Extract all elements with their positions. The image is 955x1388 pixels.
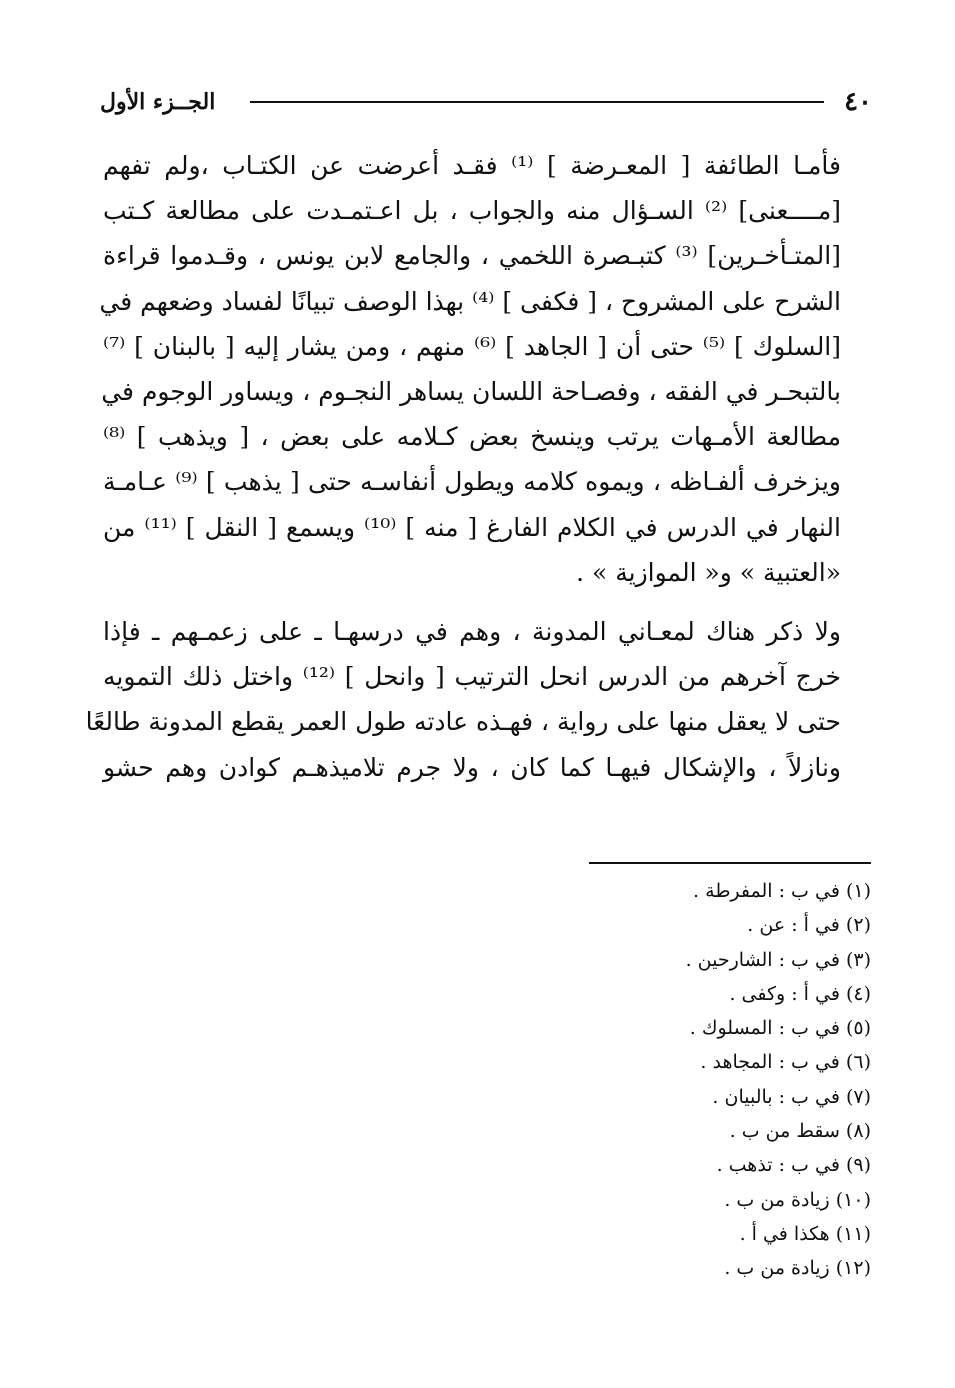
footnote-6: (٦) في ب : المجاهد . — [700, 1051, 871, 1074]
running-header — [100, 82, 872, 122]
text-line: الشرح على المشروح ، [ فكفى ] ⁽⁴⁾ بهذا الوصف تبيانًا لفساد وضعهم في — [99, 286, 841, 316]
page-number: ٤٠ — [844, 87, 872, 117]
paragraph-2 — [85, 609, 871, 790]
footnotes-list — [471, 874, 871, 1286]
text-line: [السلوك ] ⁽⁵⁾ حتى أن [ الجاهد ] ⁽⁶⁾ منهم ، ومن يشار إليه [ بالبنان ] ⁽⁷⁾ — [103, 331, 842, 361]
text-line: [المتـأخـرين] ⁽³⁾ كتبـصرة اللخمي ، والجامع لابن يونس ، وقـدموا قراءة — [103, 241, 841, 271]
text-line: «العتبية » و« الموازية » . — [576, 557, 841, 587]
footnote-11: (١١) هكذا في أ . — [739, 1222, 871, 1245]
text-line: حتى لا يعقل منها على رواية ، فهـذه عادته طول العمر يقطع المدونة طالعًا — [85, 707, 841, 737]
running-title: الجــزء الأول — [100, 89, 216, 115]
footnote-12: (١٢) زيادة من ب . — [724, 1257, 871, 1280]
footnote-2: (٢) في أ : عن . — [747, 914, 871, 937]
footnote-5: (٥) في ب : المسلوك . — [689, 1017, 871, 1040]
header-rule — [250, 101, 824, 103]
main-text — [85, 143, 871, 790]
footnote-separator — [589, 862, 871, 864]
text-line: ولا ذكر هناك لمعـاني المدونة ، وهم في درسهـا ـ على زعمـهم ـ فإذا — [103, 617, 841, 647]
text-line: فأمـا الطائفة [ المعـرضة ] ⁽¹⁾ فقـد أعرضت عن الكتـاب ،ولم تفهم — [103, 151, 841, 180]
text-line: خرج آخرهم من الدرس انحل الترتيب [ وانحل ] ⁽¹²⁾ واختل ذلك التمويه — [103, 662, 841, 692]
footnote-8: (٨) سقط من ب . — [729, 1120, 871, 1143]
footnote-9: (٩) في ب : تذهب . — [716, 1154, 871, 1177]
paragraph-1 — [99, 143, 871, 595]
text-line: ويزخرف ألفـاظه ، ويموه كلامه ويطول أنفاسـه حتى [ يذهب ] ⁽⁹⁾ عـامـة — [103, 467, 841, 497]
text-line: [مــــعنى] ⁽²⁾ السـؤال منه والجواب ، بل اعـتمـدت على مطالعة كـتب — [103, 196, 841, 226]
text-line: بالتبحـر في الفقه ، وفصـاحة اللسان يساهر النجـوم ، ويساور الوجوم في — [101, 377, 841, 407]
footnote-4: (٤) في أ : وكفى . — [729, 982, 871, 1005]
text-line: مطالعة الأمـهات يرتب وينسخ بعض كـلامه على بعض ، [ ويذهب ] ⁽⁸⁾ — [103, 422, 841, 452]
footnote-3: (٣) في ب : الشارحين . — [685, 948, 871, 971]
footnote-1: (١) في ب : المفرطة . — [693, 880, 871, 902]
text-line: النهار في الدرس في الكلام الفارغ [ منه ] ⁽¹⁰⁾ ويسمع [ النقل ] ⁽¹¹⁾ من — [103, 512, 841, 542]
text-line: ونازلاً ، والإشكال فيهـا كما كان ، ولا جرم تلاميذهـم كوادن وهم حشو — [103, 752, 841, 782]
footnote-7: (٧) في ب : بالبيان . — [712, 1085, 871, 1108]
footnote-10: (١٠) زيادة من ب . — [724, 1188, 871, 1211]
